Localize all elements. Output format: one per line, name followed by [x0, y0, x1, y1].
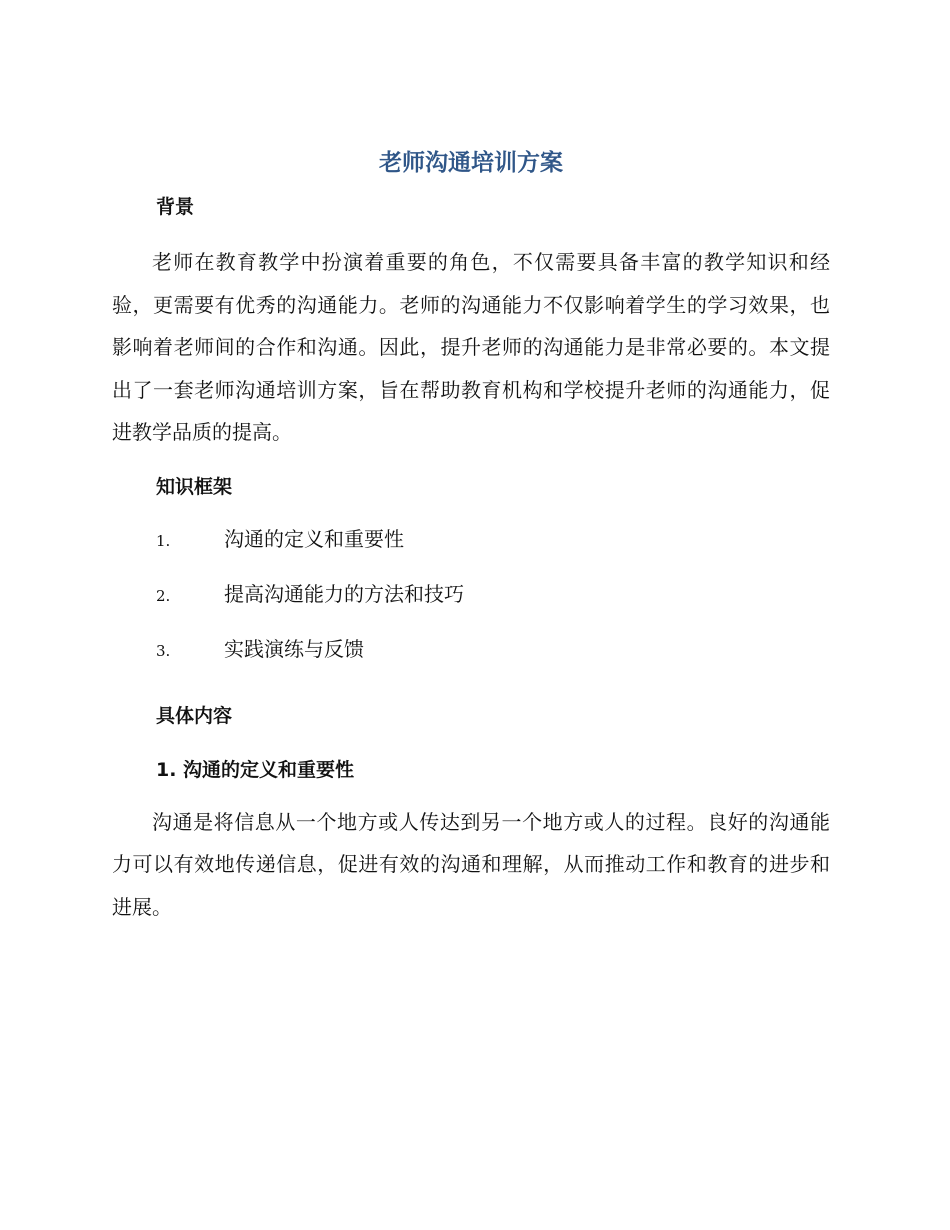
list-item	[112, 628, 830, 683]
list-item-number: 1.	[156, 531, 171, 550]
list-item	[112, 573, 830, 628]
list-item-number: 3.	[156, 641, 171, 660]
document-body	[112, 140, 830, 928]
background-paragraph: 老师在教育教学中扮演着重要的角色，不仅需要具备丰富的教学知识和经验，更需要有优秀的沟通能力。老师的沟通能力不仅影响着学生的学习效果，也影响着老师间的合作和沟通。因此，提升老师的沟通能力是非常必要的。本文提出了一套老师沟通培训方案，旨在帮助教育机构和学校提升老师的沟通能力，促进教学品质的提高。	[112, 250, 830, 444]
section-heading-framework: 知识框架	[156, 475, 233, 498]
list-item-number: 2.	[156, 586, 171, 605]
list-item	[112, 518, 830, 573]
list-item-text: 提高沟通能力的方法和技巧	[224, 581, 464, 606]
subsection-heading: 1. 沟通的定义和重要性	[156, 758, 355, 781]
framework-list	[112, 518, 830, 683]
section-heading-background: 背景	[156, 196, 195, 218]
document-title: 老师沟通培训方案	[379, 150, 563, 176]
section-heading-details: 具体内容	[156, 704, 233, 727]
subsection-paragraph: 沟通是将信息从一个地方或人传达到另一个地方或人的过程。良好的沟通能力可以有效地传递信息，促进有效的沟通和理解，从而推动工作和教育的进步和进展。	[112, 809, 830, 919]
list-item-text: 沟通的定义和重要性	[224, 526, 404, 551]
list-item-text: 实践演练与反馈	[224, 636, 364, 661]
